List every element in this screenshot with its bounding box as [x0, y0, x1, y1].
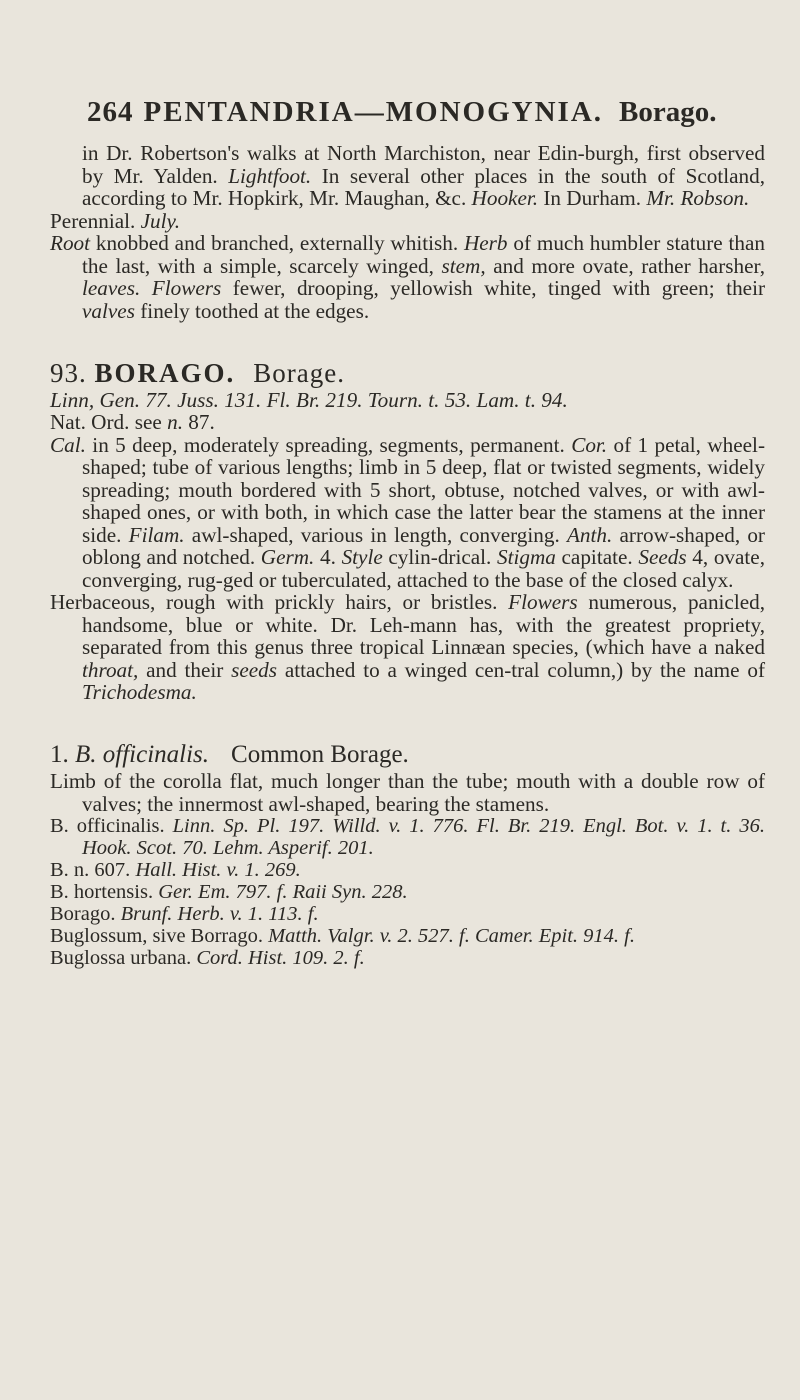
genus-note: Herbaceous, rough with prickly hairs, or bristles. Flowers numerous, panicled, handsome, blue or white. Dr. Leh-mann has, with the greatest propriety, separated from this genus three tropical Linnæan species, (which have a naked throat, and their seeds attached to a winged cen-tral column,) by the name of Trichodesma.: [50, 590, 766, 704]
intro-paragraph-description: Root knobbed and branched, externally whitish. Herb of much humbler stature than the last, with a simple, scarcely winged, stem, and more ovate, rather harsher, leaves. Flowers fewer, drooping, yellowish white, tinged with green; their valves finely toothed at the edges.: [50, 231, 766, 323]
synonym-entry: Buglossum, sive Borrago. Matth. Valgr. v. 2. 527. f. Camer. Epit. 914. f.: [50, 925, 636, 947]
species-heading: [50, 740, 765, 768]
genus-vernacular: Borage.: [253, 358, 345, 388]
synonym-entry: Borago. Brunf. Herb. v. 1. 113. f.: [50, 903, 319, 925]
synonym-entry: Buglossa urbana. Cord. Hist. 109. 2. f.: [50, 947, 365, 969]
genus-heading: [50, 358, 765, 388]
synonym-entry: B. n. 607. Hall. Hist. v. 1. 269.: [50, 859, 301, 881]
genus-name: BORAGO.: [94, 358, 236, 388]
genus-description: Cal. in 5 deep, moderately spreading, segments, permanent. Cor. of 1 petal, wheel-shaped; tube of various lengths; limb in 5 deep, flat or twisted segments, widely spreading; mouth bordered with 5 short, obtuse, notched valves, or with awl-shaped ones, or with both, in which case the latter bear the stamens at the inner side. Filam. awl-shaped, various in length, converging. Anth. arrow-shaped, or oblong and notched. Germ. 4. Style cylin-drical. Stigma capitate. Seeds 4, ovate, converging, rug-ged or tuberculated, attached to the base of the closed calyx.: [50, 432, 765, 592]
intro-paragraph-duration: Perennial. July.: [50, 208, 181, 233]
page-body: [50, 142, 765, 969]
natural-order: Nat. Ord. see n. 87.: [50, 410, 215, 434]
species-number: 1.: [50, 740, 69, 768]
species-vernacular: Common Borage.: [231, 740, 409, 768]
species-description: Limb of the corolla flat, much longer than the tube; mouth with a double row of valves; the innermost awl-shaped, bearing the stamens.: [50, 769, 765, 816]
genus-references: Linn, Gen. 77. Juss. 131. Fl. Br. 219. Tourn. t. 53. Lam. t. 94.: [50, 387, 568, 412]
synonym-list: [50, 815, 765, 969]
genus-number: 93.: [50, 358, 87, 388]
running-title: PENTANDRIA—MONOGYNIA.: [143, 96, 604, 128]
header-genus: Borago.: [619, 96, 717, 128]
page-header: [87, 96, 777, 136]
synonym-entry: B. hortensis. Ger. Em. 797. f. Raii Syn. 228.: [50, 881, 408, 903]
species-name: B. officinalis.: [75, 740, 210, 768]
page-number: 264: [87, 96, 134, 128]
intro-paragraph-locations: in Dr. Robertson's walks at North Marchiston, near Edin-burgh, first observed by Mr. Yalden. Lightfoot. In several other places in the south of Scotland, according to Mr. Hopkirk, Mr. Maughan, &c. Hooker. In Durham. Mr. Robson.: [82, 141, 766, 210]
synonym-entry: B. officinalis. Linn. Sp. Pl. 197. Willd. v. 1. 776. Fl. Br. 219. Engl. Bot. v. 1. t. 36. Hook. Scot. 70. Lehm. Asperif. 201.: [50, 815, 765, 859]
